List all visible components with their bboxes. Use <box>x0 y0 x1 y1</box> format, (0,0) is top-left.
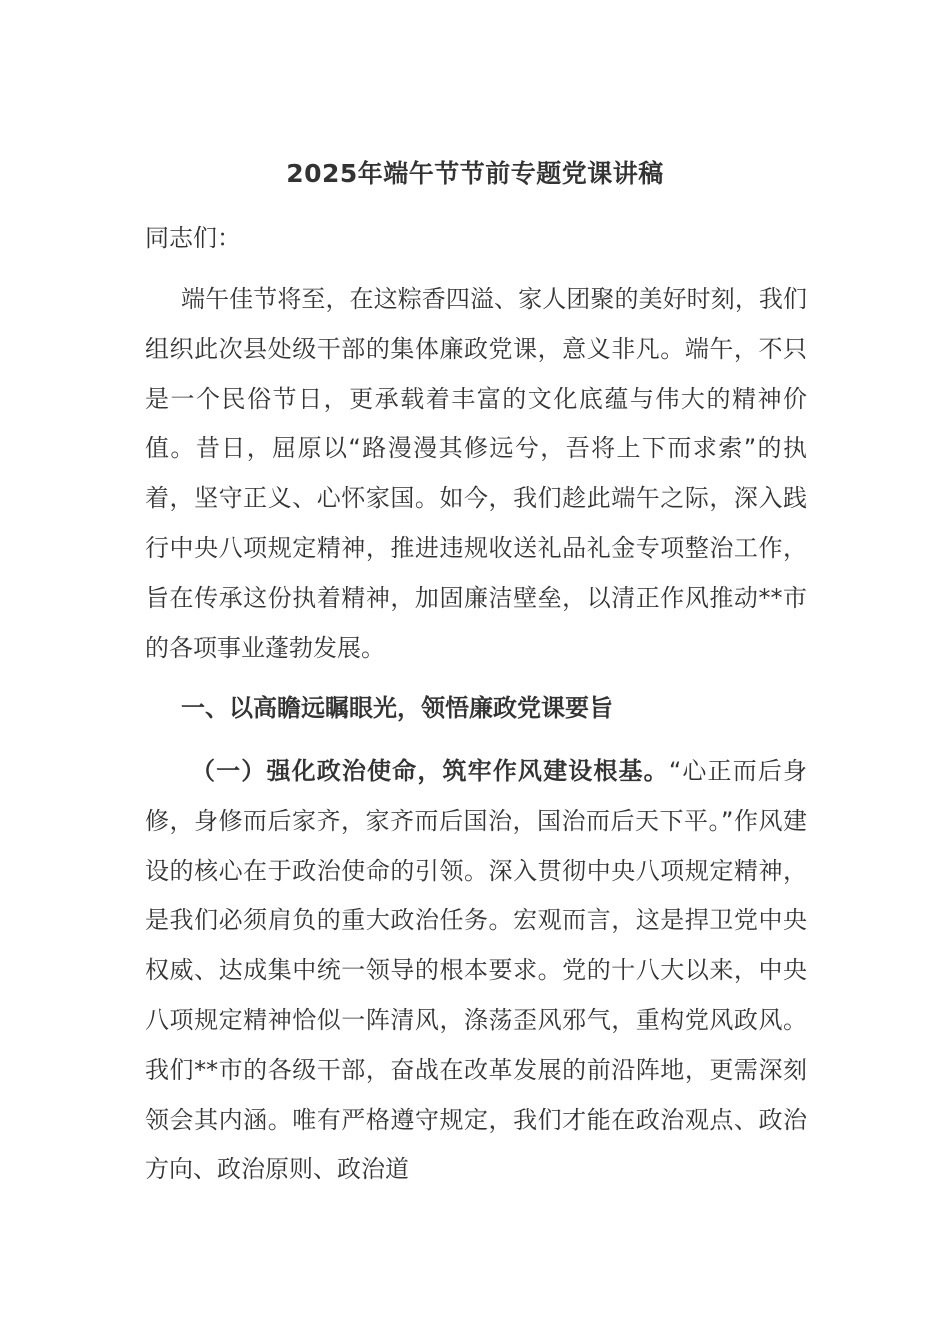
salutation: 同志们： <box>145 224 241 252</box>
section-heading: 一、以高瞻远瞩眼光，领悟廉政党课要旨 <box>181 694 613 722</box>
subsection-body: “心正而后身修，身修而后家齐，家齐而后国治，国治而后天下平。”作风建设的核心在于政治使命的引领。深入贯彻中央八项规定精神，是我们必须肩负的重大政治任务。宏观而言，这是捍卫党中央权威、达成集中统一领导的根本要求。党的十八大以来，中央八项规定精神恰似一阵清风，涤荡歪风邪气，重构党风政风。我们**市的各级干部，奋战在改革发展的前沿阵地，更需深刻领会其内涵。唯有严格遵守规定，我们才能在政治观点、政治方向、政治原则、政治道 <box>145 757 808 1184</box>
subsection-heading: （一）强化政治使命，筑牢作风建设根基。 <box>191 757 669 785</box>
subsection-paragraph <box>145 747 807 1195</box>
intro-paragraph: 端午佳节将至，在这粽香四溢、家人团聚的美好时刻，我们组织此次县处级干部的集体廉政党课，意义非凡。端午，不只是一个民俗节日，更承载着丰富的文化底蕴与伟大的精神价值。昔日，屈原以“路漫漫其修远兮，吾将上下而求索”的执着，坚守正义、心怀家国。如今，我们趁此端午之际，深入践行中央八项规定精神，推进违规收送礼品礼金专项整治工作，旨在传承这份执着精神，加固廉洁壁垒，以清正作风推动**市的各项事业蓬勃发展。 <box>145 285 807 662</box>
document-title: 2025年端午节节前专题党课讲稿 <box>286 159 664 188</box>
